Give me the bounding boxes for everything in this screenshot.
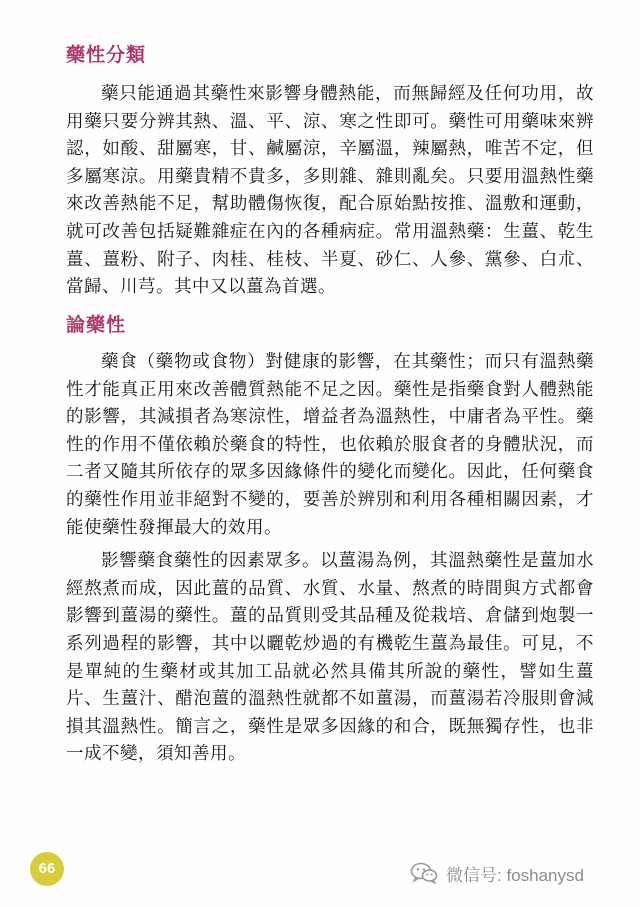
section-on-drug-nature bbox=[66, 313, 594, 769]
body-paragraph: 藥食（藥物或食物）對健康的影響，在其藥性；而只有溫熱藥性才能真正用來改善體質熱能不足之因。藥性是指藥食對人體熱能的影響，其減損者為寒涼性，增益者為溫熱性，中庸者為平性。藥性的作用不僅依賴於藥食的特性，也依賴於服食者的身體狀況，而二者又隨其所依存的眾多因緣條件的變化而變化。因此，任何藥食的藥性作用並非絕對不變的，要善於辨別和利用各種相關因素，才能使藥性發揮最大的效用。 bbox=[66, 352, 594, 538]
wechat-icon bbox=[410, 862, 438, 884]
section-heading: 論藥性 bbox=[66, 314, 127, 336]
page-number: 66 bbox=[38, 860, 56, 877]
watermark-text: 微信号: foshanysd bbox=[446, 865, 584, 885]
wechat-watermark bbox=[410, 860, 584, 886]
body-paragraph: 影響藥食藥性的因素眾多。以薑湯為例，其溫熱藥性是薑加水經熬煮而成，因此薑的品質、水質、水量、熬煮的時間與方式都會影響到薑湯的藥性。薑的品質則受其品種及從栽培、倉儲到炮製一系列過程的影響，其中以曬乾炒過的有機乾生薑為最佳。可見，不是單純的生藥材或其加工品就必然具備其所說的藥性，譬如生薑片、生薑汁、醋泡薑的溫熱性就都不如薑湯，而薑湯若冷服則會減損其溫熱性。簡言之，藥性是眾多因緣的和合，既無獨存性，也非一成不變，須知善用。 bbox=[66, 551, 594, 765]
section-heading: 藥性分類 bbox=[66, 44, 147, 66]
body-paragraph: 藥只能通過其藥性來影響身體熱能，而無歸經及任何功用，故用藥只要分辨其熱、溫、平、涼、寒之性即可。藥性可用藥味來辨認，如酸、甜屬寒，甘、鹹屬涼，辛屬溫，辣屬熱，唯苦不定，但多屬寒涼。用藥貴精不貴多，多則雜、雜則亂矣。只要用溫熱性藥來改善熱能不足，幫助體傷恢復，配合原始點按推、溫敷和運動，就可改善包括疑難雜症在內的各種病症。常用溫熱藥：生薑、乾生薑、薑粉、附子、肉桂、桂枝、半夏、砂仁、人參、黨參、白朮、當歸、川芎。其中又以薑為首選。 bbox=[66, 84, 594, 298]
section-drug-classification bbox=[66, 43, 594, 302]
page-number-badge bbox=[30, 852, 64, 886]
